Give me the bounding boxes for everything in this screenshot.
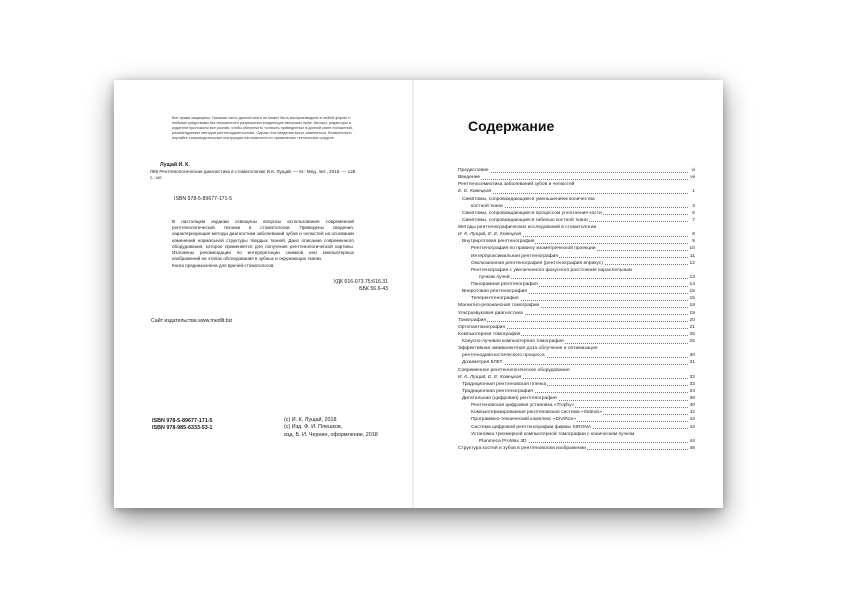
toc-entry-title: Симптомы, сопровождающиеся уменьшением количества <box>462 196 595 202</box>
toc-entry <box>458 431 695 438</box>
toc-entry-title: Внутриротовая рентгенография <box>462 239 535 245</box>
toc-entry-page: 13 <box>689 274 695 280</box>
toc-entry-page: 12 <box>689 260 695 266</box>
toc-entry-page: 38 <box>689 396 695 401</box>
toc-entry-page: 42 <box>689 410 695 416</box>
copyright-block <box>284 417 378 439</box>
toc-entry-page: 25 <box>689 331 695 337</box>
toc-entry <box>458 174 695 181</box>
toc-entry-page: 43 <box>689 417 695 423</box>
toc-entry-page: 9 <box>692 239 695 245</box>
toc-entry <box>458 331 695 338</box>
toc-entry <box>458 203 695 210</box>
toc-entry-page: 18 <box>689 303 695 309</box>
toc-entry-title: Введение <box>458 175 481 181</box>
toc-entry-title: И. К. Лущай, Е. Е. Ковецкая <box>458 232 522 238</box>
toc-entry-title: Рентгенография по правилу изометрической проекции <box>471 246 596 252</box>
toc-entry-page: 46 <box>689 445 695 451</box>
toc-entry <box>458 181 695 188</box>
isbn-list <box>152 418 213 433</box>
toc-entry-title: Ультразвуковая диагностика <box>458 310 523 316</box>
toc-entry <box>458 359 695 366</box>
toc-entry <box>458 288 695 295</box>
toc-entry <box>458 310 695 317</box>
toc-entry-title: Дигитальная (цифровая) рентгенография <box>462 396 557 401</box>
toc-entry-title: Рентгенография с увеличенного фокусного расстояния параллельным <box>471 267 632 273</box>
author-name: Лущай И. К. <box>160 162 190 168</box>
toc-entry-title: Программно-технический комплекс «DiViRon» <box>471 417 577 423</box>
toc-dot-leader <box>458 321 688 322</box>
bibliographic-record: Л86 Рентгенологическая диагностика в стоматологии/ И.К. Лущай. — М.: Мед. лит., 2018. — 128 с.: ил. <box>150 169 356 181</box>
toc-entry <box>458 438 695 445</box>
toc-entry-title: Интерпроксимальная рентгенография <box>471 253 559 259</box>
toc-entry-page: vii <box>690 175 695 181</box>
toc-entry-page: 8 <box>692 232 695 238</box>
udk-code: УДК 616-073.75:616.31 <box>333 279 388 285</box>
toc-entry <box>458 445 695 452</box>
toc-entry-title: Современное рентгенологическое оборудование <box>458 367 570 373</box>
toc-entry <box>458 196 695 203</box>
toc-entry-page: 32 <box>689 374 695 380</box>
toc-entry-page: 1 <box>692 189 695 195</box>
toc-entry-page: 7 <box>692 217 695 223</box>
toc-entry-title: Конусно-лучевая компьютерная томография <box>462 339 564 344</box>
toc-entry-title: Е. Е. Ковецкая <box>458 189 492 195</box>
toc-entry <box>458 188 695 195</box>
toc-title: Содержание <box>468 118 555 134</box>
toc-entry-page: 15 <box>689 289 695 295</box>
toc-entry-title: Телерентгенография <box>471 296 519 302</box>
toc-entry-page: 20 <box>689 317 695 323</box>
toc-entry <box>458 409 695 416</box>
toc-entry <box>458 317 695 324</box>
toc-entry-page: 3 <box>692 203 695 209</box>
toc-entry-page: 30 <box>689 353 695 359</box>
toc-entry-page: 10 <box>689 246 695 252</box>
toc-entry-title: И. К. Лущай, Е. Е. Ковецкая <box>458 374 522 380</box>
toc-entry <box>458 238 695 245</box>
bbk-code: ББК 56.6-43 <box>359 285 388 292</box>
book-spine <box>412 80 414 508</box>
toc-entry-page: 15 <box>689 296 695 302</box>
toc-entry <box>458 295 695 302</box>
toc-entry-title: Установка трехмерной компьютерной томографии с коническим пучком <box>471 431 635 437</box>
toc-entry <box>458 352 695 359</box>
table-of-contents <box>458 167 695 452</box>
toc-entry-title: костной ткани <box>471 203 503 209</box>
toc-entry <box>458 324 695 331</box>
toc-entry <box>458 281 695 288</box>
toc-entry-page: 33 <box>689 381 695 387</box>
toc-entry-title: Компьютеризированная рентгеновская система «Sidexis» <box>471 410 603 416</box>
toc-entry <box>458 416 695 423</box>
toc-entry <box>458 302 695 309</box>
toc-entry-title: Planmeca ProMax 3D <box>479 438 527 444</box>
toc-entry <box>458 374 695 381</box>
annotation: В настоящем издании освещены вопросы использования современной рентгенологической техники в стоматологии. Приведены сведения, характеризующие методы диагностики заболеваний зубов и челюстей на основании изменений нормальной структуры твердых тканей. Дано описание современного оборудования, которое применяется для получения рентгенологической картины. Изложены рекомендации по интерпретации снимков или компьютерных изображений на этапах обследования в зубных и окружающих тканях. <box>172 219 354 262</box>
toc-entry <box>458 245 695 252</box>
toc-entry <box>458 274 695 281</box>
copyright-line: (с) Изд. Ф. И. Плешков, <box>284 424 343 431</box>
toc-entry-title: Магнитно-резонансная томография <box>458 303 540 309</box>
toc-entry-title: Рентгеновская цифровая установка «Trophy» <box>471 403 575 409</box>
toc-entry <box>458 381 695 388</box>
toc-entry <box>458 167 695 174</box>
toc-entry-title: Предисловие <box>458 168 489 173</box>
toc-entry <box>458 345 695 352</box>
toc-entry-page: 34 <box>689 388 695 394</box>
toc-entry-title: Панорамная рентгенография <box>471 282 538 287</box>
toc-entry <box>458 210 695 217</box>
toc-entry-page: 6 <box>692 210 695 216</box>
toc-entry-title: Окклюзионная рентгенография (рентгенография вприкус) <box>471 260 603 266</box>
copyright-line: (с) И. К. Лущай, 2018 <box>284 417 337 423</box>
isbn-line: ISBN 978-5-89677-171-5 <box>152 418 213 424</box>
toc-entry-page: 31 <box>689 360 695 366</box>
toc-entry-title: Система цифровой рентгенографии фирмы SIRONA <box>471 424 592 430</box>
book-spread <box>114 80 723 508</box>
toc-entry-page: 14 <box>689 282 695 287</box>
toc-entry-title: Традиционная рентгеновская пленка <box>462 381 547 387</box>
toc-entry <box>458 395 695 402</box>
toc-entry-page: 11 <box>689 253 695 259</box>
toc-entry <box>458 253 695 260</box>
toc-dot-leader <box>458 193 688 194</box>
toc-entry-title: Симптомы, сопровождающиеся процессом уплотнения кости <box>462 210 602 216</box>
toc-entry-title: Структура костей и зубов в рентгеновском изображении <box>458 445 586 451</box>
toc-entry <box>458 224 695 231</box>
toc-entry <box>458 424 695 431</box>
toc-entry-title: Традиционная рентгенография <box>462 388 533 394</box>
classification-codes <box>314 279 388 293</box>
toc-entry-title: Методы рентгенографических исследований в стоматологии <box>458 225 597 230</box>
rights-notice: Все права защищены. Никакая часть данной книги не может быть воспроизведена в любой форме и любыми средствами без письменного разрешения владельцев авторских прав. Авторы, редакторы и издатели приложили все усилия, чтобы обеспечить точность приведенных в данной книге положений, рекомендуемых методов рентгенодиагностики. Однако эти сведения могут изменяться. Внимательно изучайте сопроводительные инструкции изготовителя по применению технических средств. <box>172 116 353 140</box>
toc-entry-title: рентгенодиагностического процесса <box>462 353 545 359</box>
toc-entry-title: Симптомы, сопровождающиеся гибелью костной ткани <box>462 217 588 223</box>
toc-entry-title: Рентгеносемиотика заболеваний зубов и челюстей <box>458 182 575 188</box>
toc-entry <box>458 267 695 274</box>
toc-entry-page: 40 <box>689 403 695 409</box>
toc-entry-page: 19 <box>689 310 695 316</box>
copyright-line: изд. Б. И. Чернин, оформление, 2018 <box>284 431 378 438</box>
toc-entry-page: 43 <box>689 424 695 430</box>
toc-entry-page: 21 <box>689 324 695 330</box>
toc-entry <box>458 402 695 409</box>
toc-entry-page: 26 <box>689 339 695 344</box>
toc-entry-page: 44 <box>689 438 695 444</box>
toc-entry <box>458 217 695 224</box>
toc-entry <box>458 367 695 374</box>
toc-entry <box>458 388 695 395</box>
isbn-line: ISBN 978-985-6333-53-1 <box>152 425 213 432</box>
toc-dot-leader <box>458 172 688 173</box>
toc-entry-page: vi <box>691 168 695 173</box>
toc-entry-title: Ортопантомография <box>458 324 506 330</box>
toc-entry <box>458 231 695 238</box>
toc-entry-title: Эффективная эквивалентная доза облучения и оптимизация <box>458 346 598 352</box>
toc-entry-title: пучком лучей <box>479 274 510 280</box>
toc-entry <box>458 260 695 267</box>
isbn-record: ISBN 978-5-89677-171-5 <box>174 196 232 202</box>
toc-entry-title: Внеротовая рентгенография <box>462 289 528 295</box>
toc-entry-title: Дозиметрия КЛКТ <box>462 360 503 366</box>
toc-entry-title: Компьютерная томография <box>458 331 521 337</box>
toc-entry <box>458 338 695 345</box>
publisher-site: Сайт издательства www.medlit.biz <box>151 318 233 324</box>
toc-entry-title: Томография <box>458 317 487 323</box>
annotation-audience: Книга предназначена для врачей-стоматологов. <box>172 263 275 268</box>
toc-dot-leader <box>458 179 688 180</box>
